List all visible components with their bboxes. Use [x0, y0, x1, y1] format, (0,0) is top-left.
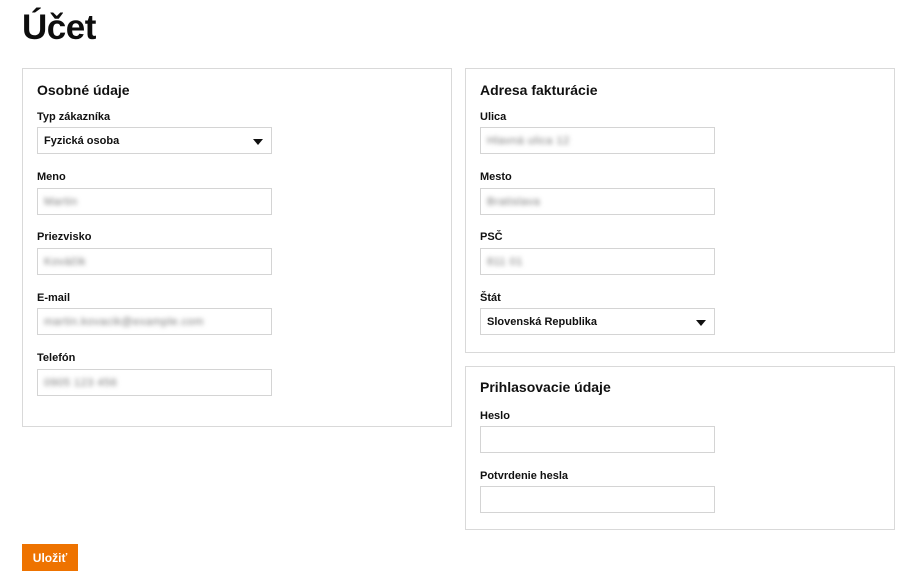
password-field[interactable]: [480, 426, 715, 453]
chevron-down-icon: [253, 139, 263, 145]
last-name-field[interactable]: [37, 248, 272, 275]
last-name-value: Kováčik: [44, 256, 87, 268]
customer-type-label: Typ zákazníka: [37, 111, 111, 123]
password-confirm-label: Potvrdenie hesla: [480, 470, 569, 482]
billing-address-heading: Adresa fakturácie: [480, 82, 598, 98]
password-label: Heslo: [480, 410, 510, 422]
country-label: Štát: [480, 292, 501, 304]
street-field[interactable]: [480, 127, 715, 154]
street-label: Ulica: [480, 111, 507, 123]
first-name-field[interactable]: [37, 188, 272, 215]
country-value: Slovenská Republika: [487, 316, 598, 328]
email-field[interactable]: [37, 308, 272, 335]
city-field[interactable]: [480, 188, 715, 215]
billing-address-panel: [465, 68, 895, 353]
email-label: E-mail: [37, 292, 71, 304]
personal-data-heading: Osobné údaje: [37, 82, 130, 98]
country-select[interactable]: [480, 308, 715, 335]
login-data-heading: Prihlasovacie údaje: [480, 379, 611, 395]
first-name-value: Martin: [44, 196, 78, 208]
street-value: Hlavná ulica 12: [487, 135, 570, 147]
last-name-label: Priezvisko: [37, 231, 92, 243]
zip-label: PSČ: [480, 231, 503, 243]
first-name-label: Meno: [37, 171, 66, 183]
chevron-down-icon: [696, 320, 706, 326]
email-value: martin.kovacik@example.com: [44, 316, 204, 328]
page-title: Účet: [22, 8, 96, 47]
phone-value: 0905 123 456: [44, 377, 118, 389]
customer-type-value: Fyzická osoba: [44, 135, 120, 147]
city-value: Bratislava: [487, 196, 541, 208]
zip-field[interactable]: [480, 248, 715, 275]
save-button[interactable]: Uložiť: [22, 544, 78, 571]
login-data-panel: [465, 366, 895, 530]
phone-field[interactable]: [37, 369, 272, 396]
customer-type-select[interactable]: [37, 127, 272, 154]
zip-value: 811 01: [487, 256, 523, 268]
personal-data-panel: [22, 68, 452, 427]
phone-label: Telefón: [37, 352, 76, 364]
password-confirm-field[interactable]: [480, 486, 715, 513]
city-label: Mesto: [480, 171, 512, 183]
